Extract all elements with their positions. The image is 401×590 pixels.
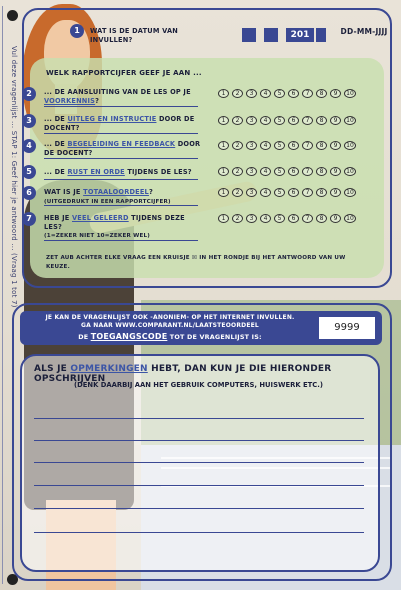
- date-year-digit-box[interactable]: [316, 28, 326, 42]
- online-info-line-1: JE KAN DE VRAGENLIJST OOK -ANONIEM- OP HET INTERNET INVULLEN.: [45, 314, 295, 321]
- question-4-underline: [44, 158, 198, 159]
- question-4-text: ... DE BEGELEIDING EN FEEDBACK DOOR DE DOCENT?: [44, 140, 201, 157]
- rating-option-10[interactable]: 10: [344, 188, 356, 197]
- rating-option-7[interactable]: 7: [302, 116, 313, 125]
- rating-option-1[interactable]: 1: [218, 167, 229, 176]
- rating-option-3[interactable]: 3: [246, 167, 257, 176]
- rating-option-8[interactable]: 8: [316, 167, 327, 176]
- question-number-1: 1: [70, 24, 84, 38]
- rating-option-7[interactable]: 7: [302, 141, 313, 150]
- rating-option-1[interactable]: 1: [218, 214, 229, 223]
- rating-option-8[interactable]: 8: [316, 188, 327, 197]
- rating-scale-q3: [218, 116, 356, 125]
- question-3-underline: [44, 133, 198, 134]
- rating-option-5[interactable]: 5: [274, 89, 285, 98]
- remarks-writing-line[interactable]: [34, 418, 364, 419]
- rating-option-7[interactable]: 7: [302, 214, 313, 223]
- rating-option-10[interactable]: 10: [344, 116, 356, 125]
- rating-option-9[interactable]: 9: [330, 214, 341, 223]
- question-7-underline: [44, 240, 198, 241]
- rating-scale-q4: [218, 141, 356, 150]
- rating-scale-q2: [218, 89, 356, 98]
- rating-option-2[interactable]: 2: [232, 214, 243, 223]
- side-instruction-text: Vul deze vragenlijst ... STAP 1: Geef hier je antwoord ... (Vraag 1 tot 7): [10, 46, 18, 308]
- rating-option-1[interactable]: 1: [218, 141, 229, 150]
- rating-option-2[interactable]: 2: [232, 167, 243, 176]
- date-month-box[interactable]: [264, 28, 278, 42]
- rating-option-6[interactable]: 6: [288, 188, 299, 197]
- rating-option-3[interactable]: 3: [246, 141, 257, 150]
- rating-option-2[interactable]: 2: [232, 89, 243, 98]
- rating-scale-q6: [218, 188, 356, 197]
- rating-option-2[interactable]: 2: [232, 116, 243, 125]
- rating-option-9[interactable]: 9: [330, 116, 341, 125]
- rating-option-1[interactable]: 1: [218, 116, 229, 125]
- rating-option-10[interactable]: 10: [344, 167, 356, 176]
- rating-option-10[interactable]: 10: [344, 89, 356, 98]
- rating-option-6[interactable]: 6: [288, 116, 299, 125]
- access-code-label: DE TOEGANGSCODE TOT DE VRAGENLIJST IS:: [78, 332, 262, 341]
- question-3-text: ... DE UITLEG EN INSTRUCTIE DOOR DE DOCENT?: [44, 115, 195, 132]
- date-format: DD-MM-JJJJ: [340, 27, 388, 36]
- question-number-4: 4: [22, 139, 36, 153]
- rating-option-6[interactable]: 6: [288, 214, 299, 223]
- rating-option-6[interactable]: 6: [288, 89, 299, 98]
- rating-option-5[interactable]: 5: [274, 116, 285, 125]
- rating-option-4[interactable]: 4: [260, 214, 271, 223]
- date-year-box[interactable]: 201: [286, 28, 314, 42]
- remarks-title: ALS JE OPMERKINGEN HEBT, DAN KUN JE DIE HIERONDER OPSCHRIJVEN: [34, 364, 332, 384]
- registration-dot: [7, 10, 18, 21]
- date-question: WAT IS DE DATUM VAN INVULLEN?: [90, 27, 178, 44]
- remarks-subtitle: (DENK DAARBIJ AAN HET GEBRUIK COMPUTERS, HUISWERK ETC.): [74, 381, 323, 389]
- rating-option-10[interactable]: 10: [344, 141, 356, 150]
- rating-option-3[interactable]: 3: [246, 116, 257, 125]
- rating-option-1[interactable]: 1: [218, 188, 229, 197]
- question-number-6: 6: [22, 186, 36, 200]
- rating-intro: WELK RAPPORTCIJFER GEEF JE AAN ...: [46, 69, 202, 77]
- rating-scale-q7: [218, 214, 356, 223]
- rating-option-4[interactable]: 4: [260, 141, 271, 150]
- rating-option-4[interactable]: 4: [260, 167, 271, 176]
- rating-scale-q5: [218, 167, 356, 176]
- rating-instruction: ZET AUB ACHTER ELKE VRAAG EEN KRUISJE ☒ IN HET RONDJE BIJ HET ANTWOORD VAN UW KEUZE.: [46, 255, 346, 270]
- question-2-underline: [44, 106, 198, 107]
- question-6-underline: [44, 205, 198, 206]
- date-day-box[interactable]: [242, 28, 256, 42]
- rating-option-8[interactable]: 8: [316, 89, 327, 98]
- question-7-text: HEB JE VEEL GELEERD TIJDENS DEZE LES? (1=ZEKER NIET 10=ZEKER WEL): [44, 214, 185, 239]
- rating-option-8[interactable]: 8: [316, 116, 327, 125]
- rating-option-4[interactable]: 4: [260, 89, 271, 98]
- remarks-writing-line[interactable]: [34, 462, 364, 463]
- rating-option-2[interactable]: 2: [232, 141, 243, 150]
- question-number-2: 2: [22, 87, 36, 101]
- rating-option-1[interactable]: 1: [218, 89, 229, 98]
- rating-option-8[interactable]: 8: [316, 141, 327, 150]
- remarks-writing-line[interactable]: [34, 485, 364, 486]
- access-code-box: 9999: [318, 316, 376, 340]
- question-2-text: ... DE AANSLUITING VAN DE LES OP JE VOORKENNIS?: [44, 88, 191, 105]
- remarks-writing-line[interactable]: [34, 508, 364, 509]
- rating-option-4[interactable]: 4: [260, 116, 271, 125]
- rating-option-5[interactable]: 5: [274, 188, 285, 197]
- remarks-writing-line[interactable]: [34, 532, 364, 533]
- rating-option-9[interactable]: 9: [330, 89, 341, 98]
- online-info-url[interactable]: GA NAAR WWW.COMPARANT.NL/LAATSTEOORDEEL: [81, 322, 259, 329]
- rating-option-8[interactable]: 8: [316, 214, 327, 223]
- question-number-3: 3: [22, 114, 36, 128]
- rating-option-7[interactable]: 7: [302, 89, 313, 98]
- question-6-text: WAT IS JE TOTAALOORDEEL? (UITGEDRUKT IN EEN RAPPORTCIJFER): [44, 188, 171, 205]
- rating-option-4[interactable]: 4: [260, 188, 271, 197]
- rating-option-7[interactable]: 7: [302, 188, 313, 197]
- rating-option-3[interactable]: 3: [246, 188, 257, 197]
- rating-option-3[interactable]: 3: [246, 89, 257, 98]
- question-number-7: 7: [22, 212, 36, 226]
- rating-option-5[interactable]: 5: [274, 214, 285, 223]
- rating-option-9[interactable]: 9: [330, 188, 341, 197]
- rating-option-3[interactable]: 3: [246, 214, 257, 223]
- rating-option-10[interactable]: 10: [344, 214, 356, 223]
- rating-option-6[interactable]: 6: [288, 167, 299, 176]
- rating-option-5[interactable]: 5: [274, 141, 285, 150]
- rating-option-9[interactable]: 9: [330, 167, 341, 176]
- rating-option-7[interactable]: 7: [302, 167, 313, 176]
- question-5-text: ... DE RUST EN ORDE TIJDENS DE LES?: [44, 168, 192, 176]
- question-5-underline: [44, 179, 198, 180]
- rating-option-9[interactable]: 9: [330, 141, 341, 150]
- remarks-writing-line[interactable]: [34, 440, 364, 441]
- question-number-5: 5: [22, 165, 36, 179]
- rating-option-6[interactable]: 6: [288, 141, 299, 150]
- rating-option-5[interactable]: 5: [274, 167, 285, 176]
- rating-option-2[interactable]: 2: [232, 188, 243, 197]
